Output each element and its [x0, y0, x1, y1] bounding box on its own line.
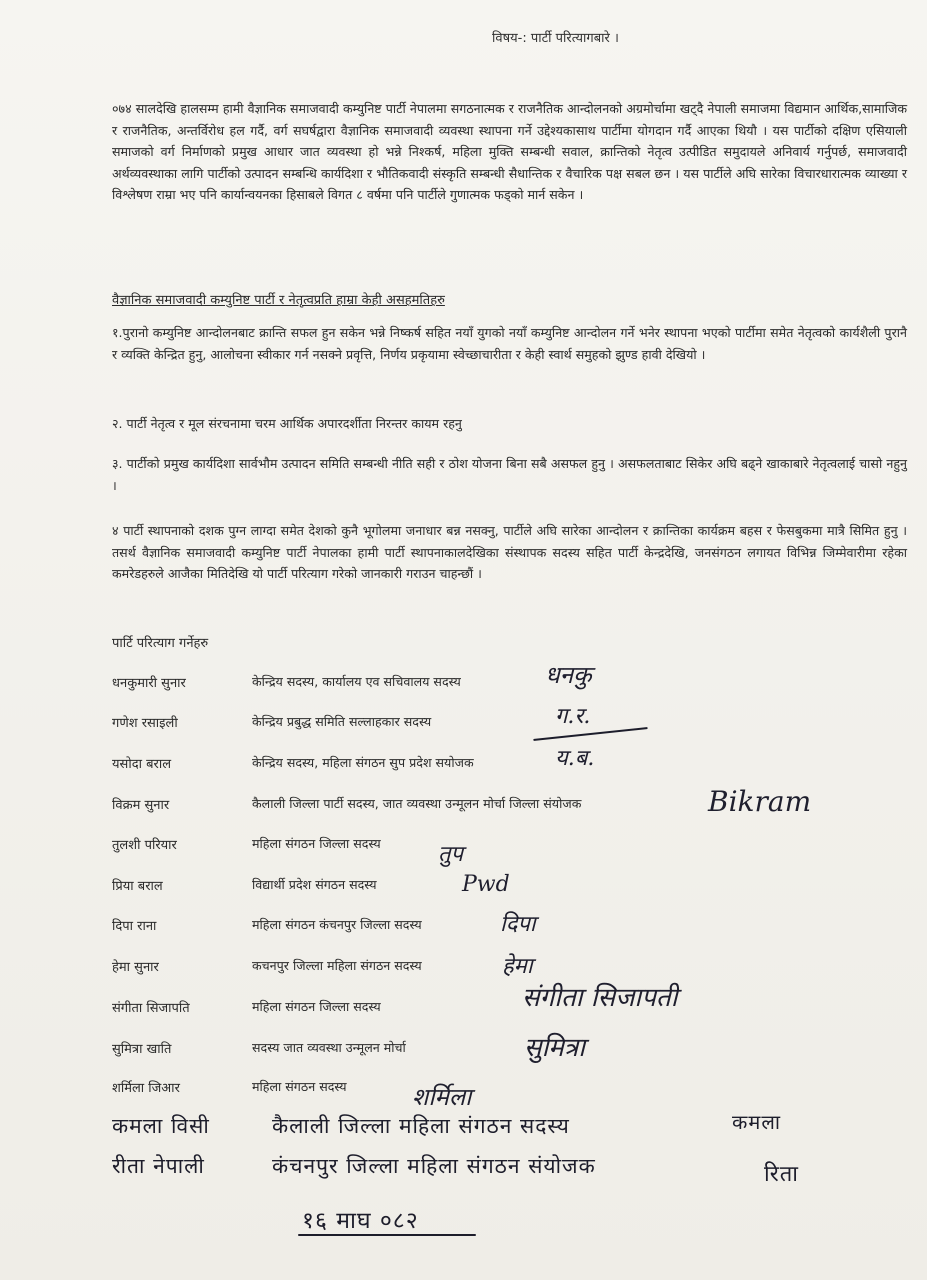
handwritten-signature: कमला: [732, 1110, 782, 1134]
member-signature: Bikram: [708, 785, 812, 818]
subject-line: विषय-: पार्टी परित्यागबारे ।: [492, 31, 619, 46]
member-signature: दिपा: [500, 912, 536, 937]
handwritten-name: कमला विसी: [112, 1114, 210, 1138]
signature-stroke: [533, 727, 648, 741]
member-name: हेमा सुनार: [112, 960, 159, 975]
member-role: केन्द्रिय प्रबुद्ध समिति सल्लाहकार सदस्य: [252, 714, 432, 729]
member-role: सदस्य जात व्यवस्था उन्मूलन मोर्चा: [252, 1040, 406, 1055]
point-4: ४ पार्टी स्थापनाको दशक पुग्न लाग्दा समेत देशको कुनै भूगोलमा जनाधार बन्न नसक्नु, पार्टीले अघि सारेका आन्दोलन र क्रान्तिका कार्यक्रम बहस र फेसबुकमा मात्रै सिमित हुनु । तसर्थ वैज्ञानिक समाजवादी कम्युनिष्ट पार्टी नेपालका हामी पार्टी स्थापनाकालदेखिका संस्थापक सदस्य सहित पार्टी केन्द्रदेखि, जनसंगठन लगायत विभिन्न जिम्मेवारीमा रहेका कमरेडहरुले आजैका मितिदेखि यो पार्टी परित्याग गरेको जानकारी गराउन चाहन्छौं ।: [112, 523, 907, 581]
section-heading: वैज्ञानिक समाजवादी कम्युनिष्ट पार्टी र नेतृत्वप्रति हाम्रा केही असहमतिहरु: [112, 293, 445, 308]
handwritten-name: रीता नेपाली: [112, 1154, 205, 1178]
member-role: महिला संगठन जिल्ला सदस्य: [252, 836, 381, 851]
member-signature: ग.र.: [555, 704, 591, 729]
member-role: केन्द्रिय सदस्य, महिला संगठन सुप प्रदेश सयोजक: [252, 755, 474, 770]
member-name: सुमित्रा खाति: [112, 1042, 172, 1057]
member-name: तुलशी परियार: [112, 838, 177, 853]
member-name: विक्रम सुनार: [112, 798, 170, 813]
member-signature: य.ब.: [555, 746, 595, 771]
member-name: प्रिया बराल: [112, 879, 163, 894]
point-1: १.पुरानो कम्युनिष्ट आन्दोलनबाट क्रान्ति सफल हुन सकेन भन्ने निष्कर्ष सहित नयाँ युगको नयाँ कम्युनिष्ट आन्दोलन गर्ने भनेर स्थापना भएको पार्टीमा समेत नेतृत्वको कार्यशैली पुरानै र व्यक्ति केन्द्रित हुनु, आलोचना स्वीकार गर्न नसक्ने प्रवृत्ति, निर्णय प्रकृयामा स्वेच्छाचारीता र केही स्वार्थ समुहको झुण्ड हावी देखियो ।: [112, 325, 907, 362]
member-role: महिला संगठन कंचनपुर जिल्ला सदस्य: [252, 917, 422, 932]
date-underline: [298, 1234, 476, 1236]
member-signature: सुमित्रा: [524, 1033, 585, 1063]
member-name: गणेश रसाइली: [112, 716, 178, 731]
member-name: संगीता सिजापति: [112, 1001, 190, 1016]
member-role: कचनपुर जिल्ला महिला संगठन सदस्य: [252, 958, 422, 973]
member-name: धनकुमारी सुनार: [112, 676, 186, 691]
handwritten-role: कैलाली जिल्ला महिला संगठन सदस्य: [272, 1114, 570, 1138]
member-role: कैलाली जिल्ला पार्टी सदस्य, जात व्यवस्था उन्मूलन मोर्चा जिल्ला संयोजक: [252, 796, 582, 811]
member-role: महिला संगठन सदस्य: [252, 1079, 347, 1094]
member-role: महिला संगठन जिल्ला सदस्य: [252, 999, 381, 1014]
member-role: विद्यार्थी प्रदेश संगठन सदस्य: [252, 877, 377, 892]
handwritten-signature: रिता: [764, 1162, 799, 1187]
list-title: पार्टि परित्याग गर्नेहरु: [112, 636, 209, 651]
handwritten-date: १६ माघ ०८२: [302, 1208, 419, 1234]
member-name: शर्मिला जिआर: [112, 1081, 180, 1096]
member-signature: संगीता सिजापती: [522, 983, 678, 1013]
member-role: केन्द्रिय सदस्य, कार्यालय एव सचिवालय सदस्य: [252, 674, 461, 689]
intro-paragraph: ०७४ सालदेखि हालसम्म हामी वैज्ञानिक समाजवादी कम्युनिष्ट पार्टी नेपालमा सगठनात्मक र राजनैतिक आन्दोलनको अग्रमोर्चामा खट्दै नेपाली समाजमा विद्यमान आर्थिक,सामाजिक र राजनैतिक, अन्तर्विरोध हल गर्दै, वर्ग सघर्षद्वारा वैज्ञानिक समाजवादी व्यवस्था स्थापना गर्ने उद्देश्यकासाथ पार्टीमा योगदान गर्दै आएका थियौ । यस पार्टीको दक्षिण एसियाली समाजको वर्ग निर्माणको प्रमुख आधार जात व्यवस्था हो भन्ने निश्कर्ष, महिला मुक्ति सम्बन्धी सवाल, क्रान्तिको नेतृत्व उत्पीडित समुदायले अनिवार्य गर्नुपर्छ, समाजवादी अर्थव्यवस्थाका लागि पार्टीको उत्पादन सम्बन्धि कार्यदिशा र भौतिकवादी संस्कृति सम्बन्धी सैधान्तिक र वैचारिक पक्ष सबल छन । यस पार्टीले अघि सारेका विचारधारात्मक व्याख्या र विश्लेषण राम्रा भए पनि कार्यान्वयनका हिसाबले विगत ८ वर्षमा पनि पार्टीले गुणात्मक फड्को मार्न सकेन ।: [112, 101, 907, 202]
member-name: यसोदा बराल: [112, 757, 172, 772]
point-3: ३. पार्टीको प्रमुख कार्यदिशा सार्वभौम उत्पादन समिति सम्बन्धी नीति सही र ठोश योजना बिना सबै असफल हुनु । असफलताबाट सिकेर अघि बढ्ने खाकाबारे नेतृत्वलाई चासो नहुनु ।: [112, 456, 907, 493]
member-signature: धनकु: [545, 661, 592, 689]
member-signature: तुप: [438, 842, 464, 867]
point-2: २. पार्टी नेतृत्व र मूल संरचनामा चरम आर्थिक अपारदर्शीता निरन्तर कायम रहनु: [112, 416, 462, 431]
member-name: दिपा राना: [112, 919, 157, 934]
handwritten-role: कंचनपुर जिल्ला महिला संगठन संयोजक: [272, 1154, 596, 1178]
member-signature: Pwd: [462, 872, 510, 897]
member-signature: शर्मिला: [412, 1083, 472, 1111]
member-signature: हेमा: [502, 954, 533, 979]
